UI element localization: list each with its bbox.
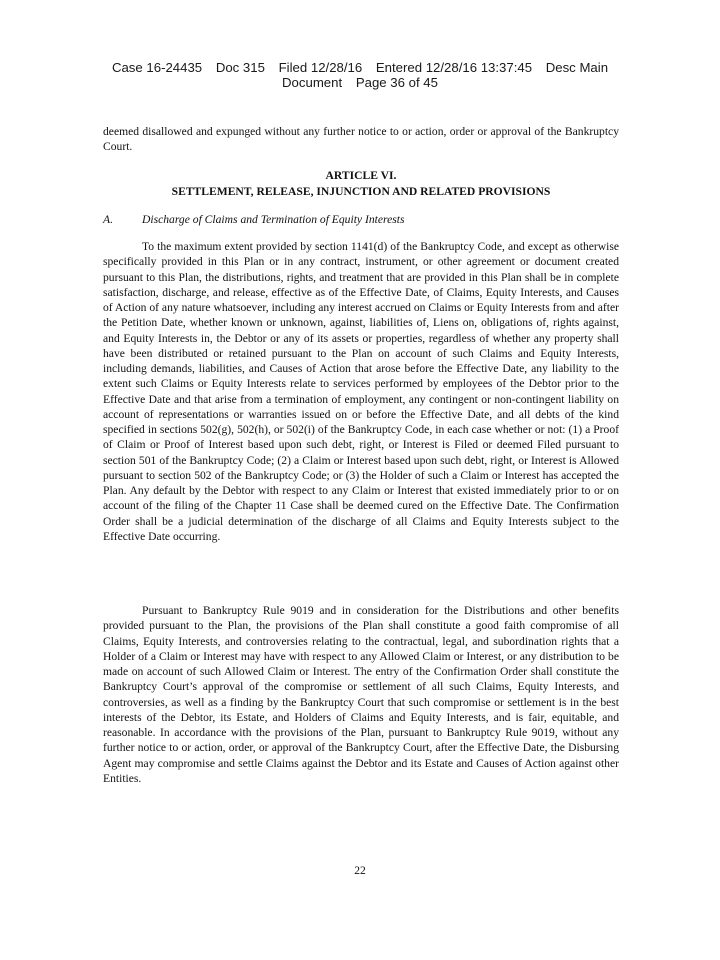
document-label: Document <box>282 75 343 90</box>
ecf-header-line-2 <box>0 75 720 90</box>
page-number: 22 <box>354 864 366 877</box>
description: Desc Main <box>545 60 609 75</box>
ecf-header <box>0 60 720 90</box>
section-title: Discharge of Claims and Termination of Equity Interests <box>142 213 405 226</box>
entered-date: Entered 12/28/16 13:37:45 <box>375 60 533 75</box>
page-indicator: Page 36 of 45 <box>355 75 438 90</box>
article-number: ARTICLE VI. <box>325 169 397 182</box>
article-heading <box>103 168 619 199</box>
case-number: Case 16-24435 <box>111 60 203 75</box>
section-letter: A. <box>103 213 113 226</box>
settlement-paragraph: Pursuant to Bankruptcy Rule 9019 and in consideration for the Distributions and other benefits provided pursuant to the Plan, the provisions of the Plan shall constitute a good faith compromise of all Claims, Equity Interests, and controversies relating to the contractual, legal, and subordination rights that a Holder of a Claim or Interest may have with respect to any Allowed Claim or Interest, or any distribution to be made on account of such Allowed Claim or Interest. The entry of the Confirmation Order shall constitute the Bankruptcy Court’s approval of the compromise or settlement of all such Claims, Equity Interests, and controversies, as well as a finding by the Bankruptcy Court that such compromise or settlement is in the best interests of the Debtor, its Estate, and Holders of Claims and Equity Interests, and is fair, equitable, and reasonable. In accordance with the provisions of the Plan, pursuant to Bankruptcy Rule 9019, without any further notice to or action, order, or approval of the Bankruptcy Court, after the Effective Date, the Disbursing Agent may compromise and settle Claims against the Debtor and its Estate and Causes of Action against other Entities. <box>103 604 619 785</box>
carryover-paragraph: deemed disallowed and expunged without any further notice to or action, order or approval of the Bankruptcy Court. <box>103 125 619 154</box>
section-heading <box>103 212 619 227</box>
filed-date: Filed 12/28/16 <box>278 60 363 75</box>
ecf-header-line-1 <box>0 60 720 75</box>
discharge-paragraph: To the maximum extent provided by section 1141(d) of the Bankruptcy Code, and except as otherwise specifically provided in this Plan or in any contract, instrument, or other agreement or document created pursuant to this Plan, the distributions, rights, and treatment that are provided in this Plan shall be in complete satisfaction, discharge, and release, effective as of the Effective Date, of Claims, Equity Interests, and Causes of Action of any nature whatsoever, including any interest accrued on Claims or Equity Interests from and after the Petition Date, whether known or unknown, against, liabilities of, Liens on, obligations of, rights against, and Equity Interests in, the Debtor or any of its assets or properties, regardless of whether any property shall have been distributed or retained pursuant to the Plan on account of such Claims and Equity Interests, including demands, liabilities, and Causes of Action that arose before the Effective Date, any liability to the extent such Claims or Equity Interests relate to services performed by employees of the Debtor prior to the Effective Date and that arise from a termination of employment, any contingent or non-contingent liability on account of representations or warranties issued on or before the Effective Date, and all debts of the kind specified in sections 502(g), 502(h), or 502(i) of the Bankruptcy Code, in each case whether or not: (1) a Proof of Claim or Proof of Interest based upon such debt, right, or Interest is Filed or deemed Filed pursuant to section 501 of the Bankruptcy Code; (2) a Claim or Interest based upon such debt, right, or Interest is Allowed pursuant to section 502 of the Bankruptcy Code; or (3) the Holder of such a Claim or Interest has accepted the Plan. Any default by the Debtor with respect to any Claim or Interest that existed immediately prior to or on account of the filing of the Chapter 11 Case shall be deemed cured on the Effective Date. The Confirmation Order shall be a judicial determination of the discharge of all Claims and Equity Interests subject to the Effective Date occurring. <box>103 240 619 543</box>
article-title: SETTLEMENT, RELEASE, INJUNCTION AND RELATED PROVISIONS <box>171 184 551 198</box>
doc-number: Doc 315 <box>215 60 265 75</box>
